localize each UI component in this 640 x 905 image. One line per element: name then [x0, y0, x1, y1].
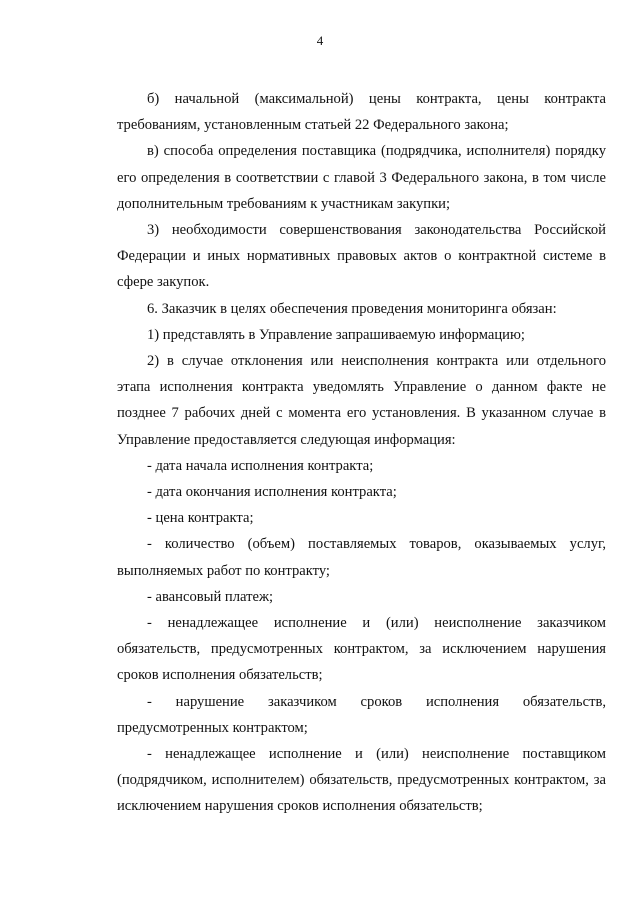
text-line: сфере закупок. — [117, 274, 210, 291]
list-item-contract-price — [117, 505, 606, 531]
text-line: обязательств, предусмотренных контрактом, за исключением нарушения — [117, 641, 606, 658]
paragraph-supplier-method — [117, 138, 606, 217]
paragraph-customer-obligations — [117, 296, 606, 322]
page-number: 4 — [316, 33, 324, 48]
text-line: исключением нарушения сроков исполнения обязательств; — [117, 798, 483, 815]
paragraph-legislation-improvement — [117, 217, 606, 296]
text-line: требованиям, установленным статьей 22 Федерального закона; — [117, 117, 509, 134]
text-line: б) начальной (максимальной) цены контракта, цены контракта — [147, 91, 606, 107]
list-item-start-date — [117, 453, 606, 479]
text-line: - нарушение заказчиком сроков исполнения обязательств, — [147, 693, 606, 710]
text-line: 1) представлять в Управление запрашиваемую информацию; — [147, 326, 525, 343]
text-line: 3) необходимости совершенствования законодательства Российской — [147, 222, 606, 239]
text-line: Управление предоставляется следующая информация: — [117, 431, 456, 448]
text-line: в) способа определения поставщика (подрядчика, исполнителя) порядку — [147, 143, 606, 160]
list-item-supplier-improper-performance — [117, 741, 606, 820]
text-line: 6. Заказчик в целях обеспечения проведения мониторинга обязан: — [147, 300, 557, 317]
paragraph-provide-information — [117, 322, 606, 348]
text-line: - количество (объем) поставляемых товаров, оказываемых услуг, — [147, 536, 606, 553]
text-line: - дата начала исполнения контракта; — [147, 457, 374, 474]
text-line: - дата окончания исполнения контракта; — [147, 484, 397, 501]
list-item-customer-deadline-violation — [117, 689, 606, 741]
text-line: выполняемых работ по контракту; — [117, 562, 330, 579]
text-line: - цена контракта; — [147, 510, 254, 527]
text-line: (подрядчиком, исполнителем) обязательств, предусмотренных контрактом, за — [117, 772, 606, 789]
paragraph-notify-deviation — [117, 348, 606, 453]
text-line: 2) в случае отклонения или неисполнения контракта или отдельного — [147, 353, 606, 370]
text-line: - авансовый платеж; — [147, 588, 274, 605]
text-line: Федерации и иных нормативных правовых актов о контрактной системе в — [117, 248, 606, 265]
document-body — [117, 86, 606, 820]
text-line: - ненадлежащее исполнение и (или) неисполнение поставщиком — [147, 746, 606, 763]
text-line: дополнительным требованиям к участникам закупки; — [117, 195, 451, 212]
paragraph-price-requirements — [117, 86, 606, 138]
text-line: сроков исполнения обязательств; — [117, 667, 323, 684]
text-line: - ненадлежащее исполнение и (или) неисполнение заказчиком — [147, 615, 606, 632]
list-item-customer-improper-performance — [117, 610, 606, 689]
text-line: позднее 7 рабочих дней с момента его установления. В указанном случае в — [117, 405, 606, 422]
list-item-end-date — [117, 479, 606, 505]
list-item-advance-payment — [117, 584, 606, 610]
text-line: этапа исполнения контракта уведомлять Управление о данном факте не — [117, 379, 606, 396]
text-line: его определения в соответствии с главой 3 Федерального закона, в том числе — [117, 169, 606, 186]
text-line: предусмотренных контрактом; — [117, 719, 308, 736]
list-item-quantity — [117, 531, 606, 583]
